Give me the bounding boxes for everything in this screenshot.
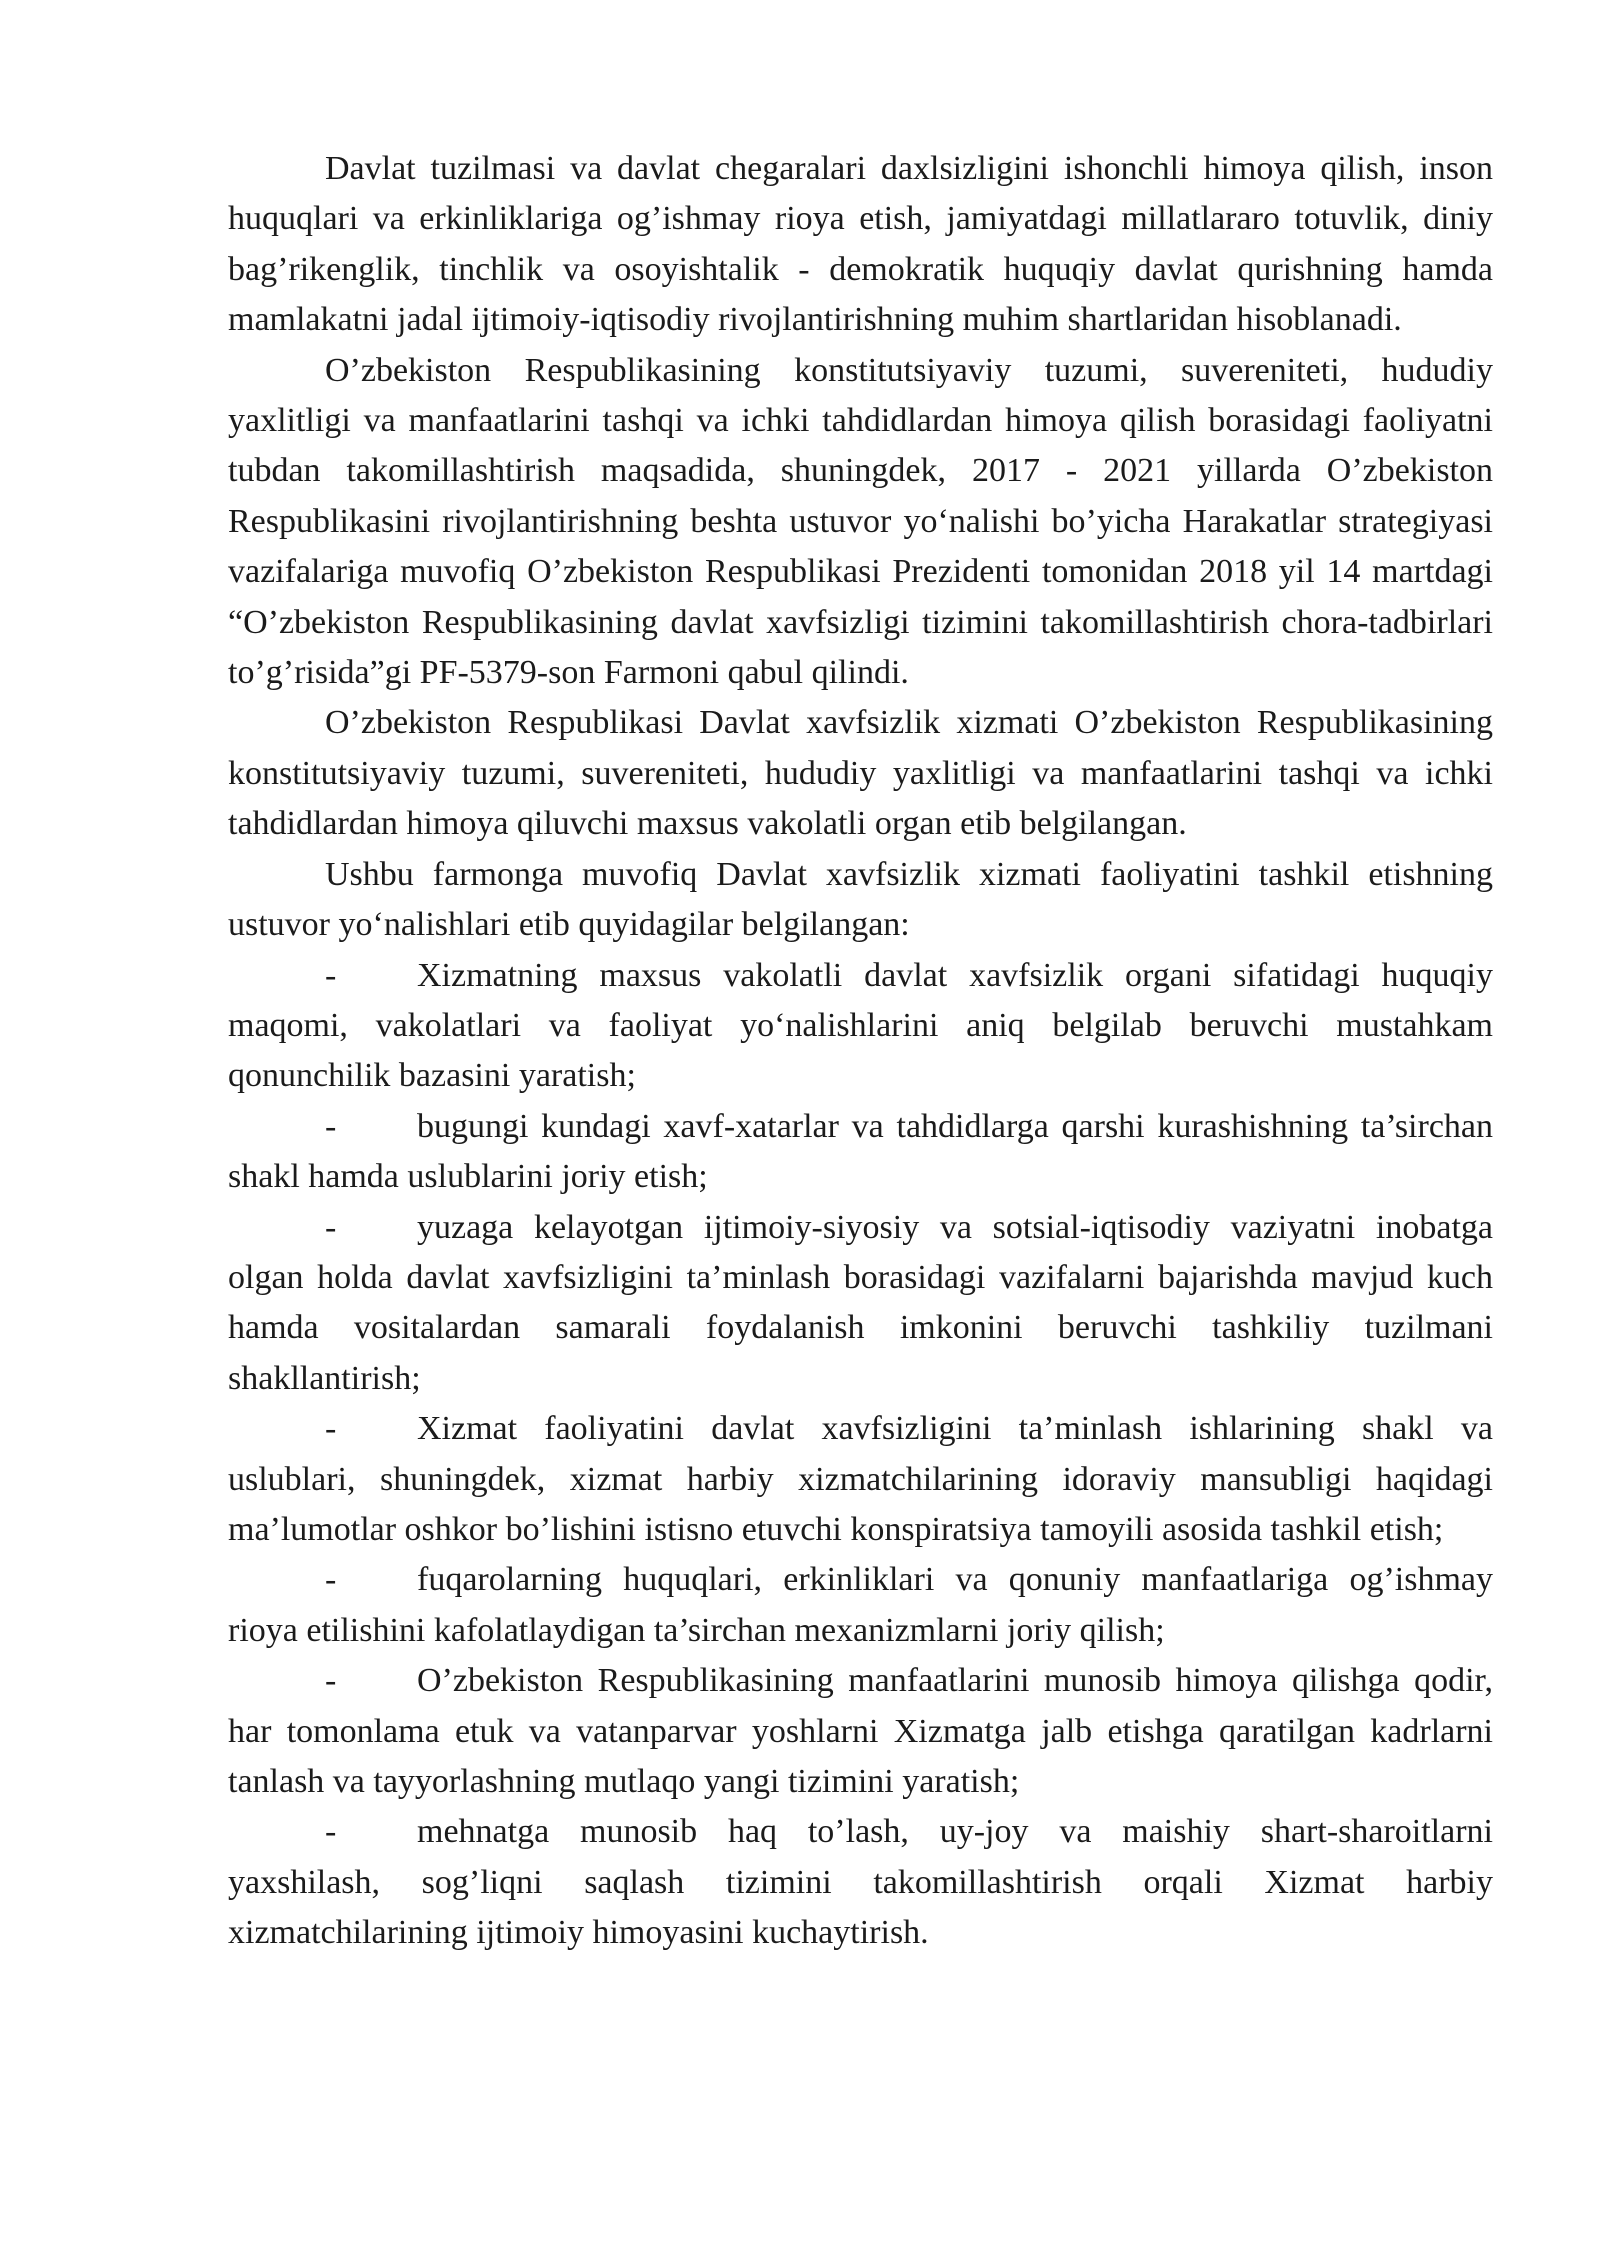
list-item-text: Xizmat faoliyatini davlat xavfsizligini ta’minlash ishlarining shakl va uslublari, shuningdek, xizmat harbiy xizmatchilarining idoraviy mansubligi haqidagi ma’lumotlar oshkor bo’lishini istisno etuvchi konspiratsiya tamoyili asosida tashkil etish; [228,1410,1493,1548]
list-item-text: fuqarolarning huquqlari, erkinliklari va qonuniy manfaatlariga og’ishmay rioya etilishini kafolatlaydigan ta’sirchan mexanizmlarni joriy qilish; [228,1561,1493,1649]
paragraph-1: Davlat tuzilmasi va davlat chegaralari daxlsizligini ishonchli himoya qilish, inson huquqlari va erkinliklariga og’ishmay rioya etish, jamiyatdagi millatlararo totuvlik, diniy bag’rikenglik, tinchlik va osoyishtalik - demokratik huquqiy davlat qurishning hamda mamlakatni jadal ijtimoiy-iqtisodiy rivojlantirishning muhim shartlaridan hisoblanadi. [228,150,1493,339]
list-dash: - [325,1561,337,1599]
document-body [228,144,1493,1959]
list-item [228,1404,1493,1555]
priority-list [228,951,1493,1959]
list-dash: - [325,1208,337,1246]
paragraph-2: O’zbekiston Respublikasining konstitutsiyaviy tuzumi, suvereniteti, hududiy yaxlitligi va manfaatlarini tashqi va ichki tahdidlardan himoya qilish borasidagi faoliyatni tubdan takomillashtirish maqsadida, shuningdek, 2017 - 2021 yillarda O’zbekiston Respublikasini rivojlantirishning beshta ustuvor yo‘nalishi bo’yicha Harakatlar strategiyasi vazifalariga muvofiq O’zbekiston Respublikasi Prezidenti tomonidan 2018 yil 14 martdagi “O’zbekiston Respublikasining davlat xavfsizligi tizimini takomillashtirish chora-tadbirlari to’g’risida”gi PF-5379-son Farmoni qabul qilindi. [228,351,1493,692]
list-dash: - [325,1662,337,1700]
list-item [228,1555,1493,1656]
list-item [228,1203,1493,1405]
list-dash: - [325,1107,337,1145]
list-dash: - [325,956,337,994]
list-item-text: bugungi kundagi xavf-xatarlar va tahdidlarga qarshi kurashishning ta’sirchan shakl hamda uslublarini joriy etish; [228,1107,1493,1196]
list-item [228,951,1493,1102]
list-dash: - [325,1410,337,1448]
list-item-text: yuzaga kelayotgan ijtimoiy-siyosiy va sotsial-iqtisodiy vaziyatni inobatga olgan holda davlat xavfsizligini ta’minlash borasidagi vazifalarni bajarishda mavjud kuch hamda vositalardan samarali foydalanish imkonini beruvchi tashkiliy tuzilmani shakllantirish; [228,1208,1493,1397]
list-item-text: O’zbekiston Respublikasining manfaatlarini munosib himoya qilishga qodir, har tomonlama etuk va vatanparvar yoshlarni Xizmatga jalb etishga qaratilgan kadrlarni tanlash va tayyorlashning mutlaqo yangi tizimini yaratish; [228,1662,1493,1800]
list-item-text: mehnatga munosib haq to’lash, uy-joy va maishiy shart-sharoitlarni yaxshilash, sog’liqni saqlash tizimini takomillashtirish orqali Xizmat harbiy xizmatchilarining ijtimoiy himoyasini kuchaytirish. [228,1813,1493,1952]
list-item [228,1656,1493,1807]
paragraph-3: O’zbekiston Respublikasi Davlat xavfsizlik xizmati O’zbekiston Respublikasining konstitutsiyaviy tuzumi, suvereniteti, hududiy yaxlitligi va manfaatlarini tashqi va ichki tahdidlardan himoya qiluvchi maxsus vakolatli organ etib belgilangan. [228,704,1493,843]
list-dash: - [325,1813,337,1851]
paragraph-4: Ushbu farmonga muvofiq Davlat xavfsizlik xizmati faoliyatini tashkil etishning ustuvor yo‘nalishlari etib quyidagilar belgilangan: [228,855,1493,944]
list-item [228,1102,1493,1203]
list-item-text: Xizmatning maxsus vakolatli davlat xavfsizlik organi sifatidagi huquqiy maqomi, vakolatlari va faoliyat yo‘nalishlarini aniq belgilab beruvchi mustahkam qonunchilik bazasini yaratish; [228,956,1493,1095]
list-item [228,1807,1493,1958]
